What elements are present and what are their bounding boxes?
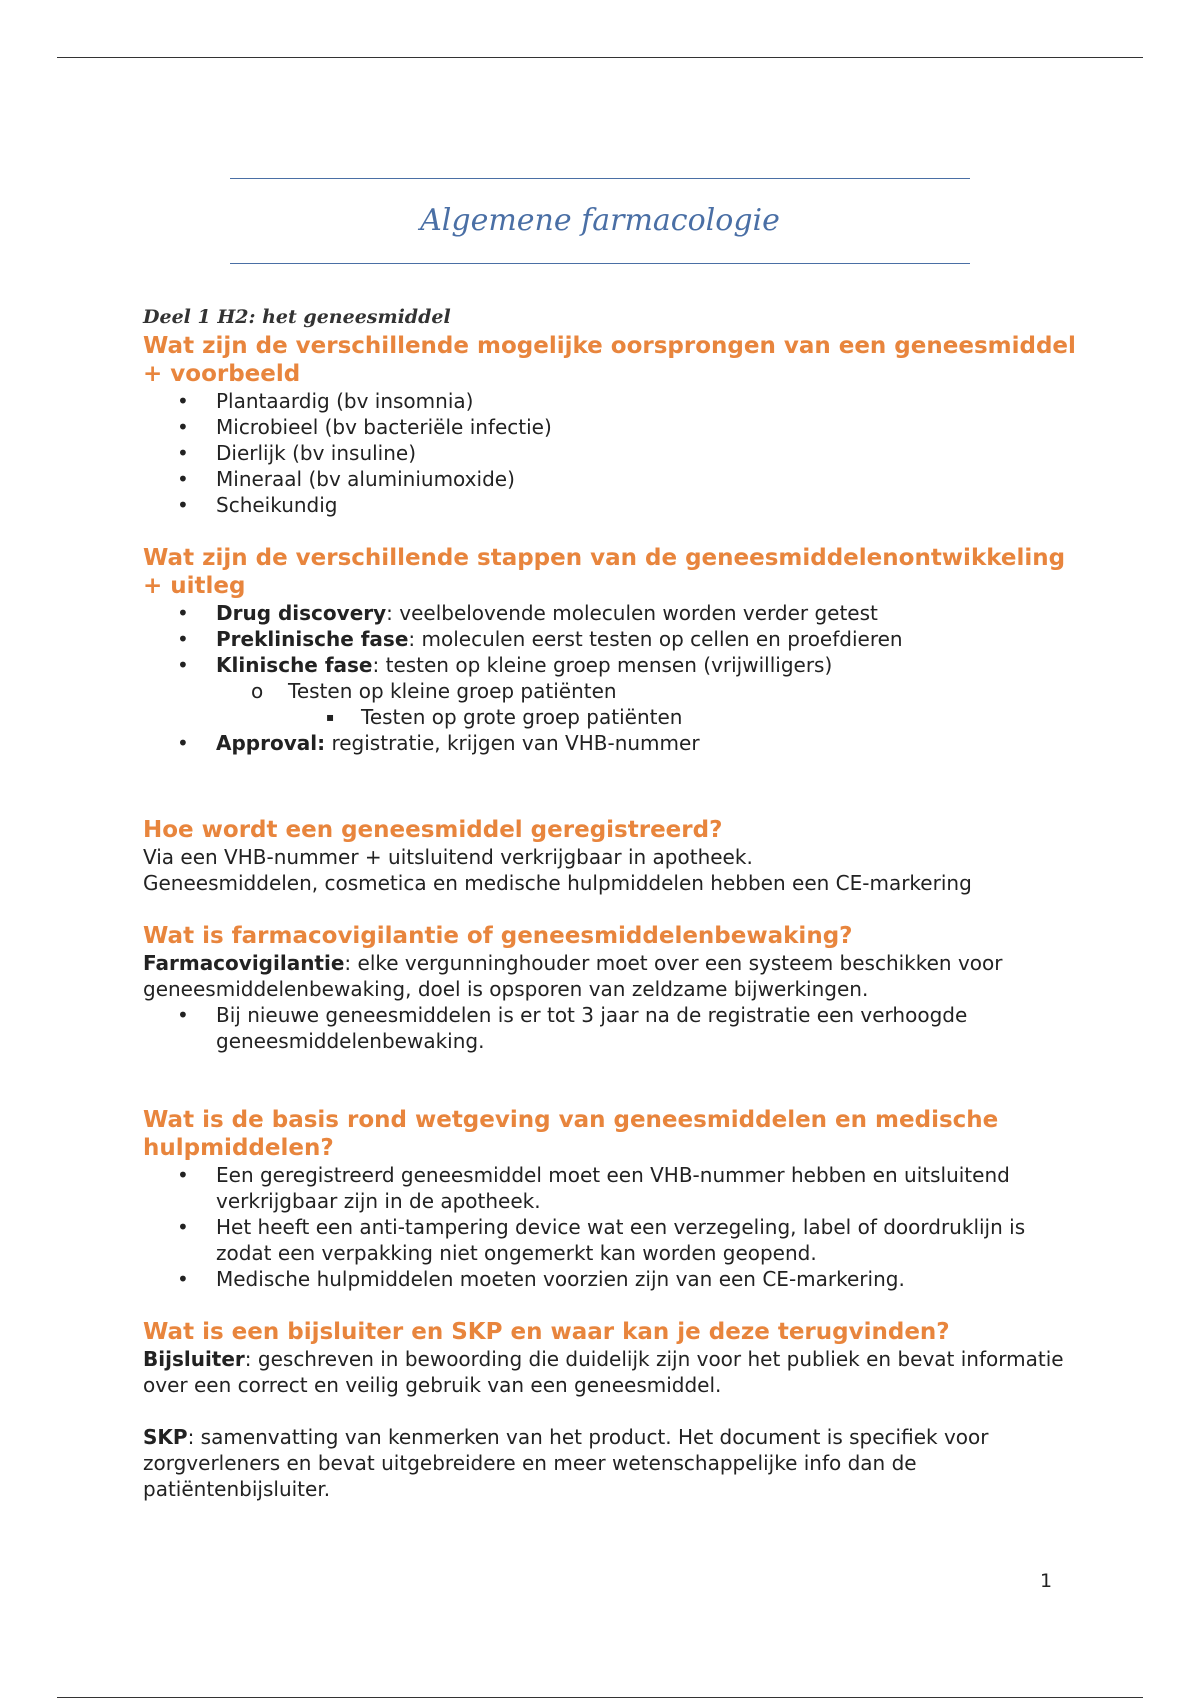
list-item: • Plantaardig (bv insomnia): [177, 389, 474, 413]
list-item: ▪ Testen op grote groep patiënten: [326, 705, 683, 729]
list-item: • Approval: registratie, krijgen van VHB-nummer: [177, 731, 700, 755]
chapter-subtitle: Deel 1 H2: het geneesmiddel: [143, 306, 451, 328]
bullet-list: [143, 388, 1083, 518]
page-bottom-rule: [57, 1697, 1143, 1698]
bullet-icon: •: [177, 1215, 189, 1239]
bullet-list: [143, 600, 1083, 756]
list-item: • Scheikundig: [177, 493, 338, 517]
list-item: • Dierlijk (bv insuline): [177, 441, 417, 465]
bullet-icon: o: [251, 679, 264, 703]
title-bottom-rule: [230, 263, 970, 264]
bullet-icon: •: [177, 493, 189, 517]
bullet-icon: •: [177, 389, 189, 413]
section-heading: Wat is farmacovigilantie of geneesmiddelenbewaking?: [143, 923, 853, 949]
paragraph: Via een VHB-nummer + uitsluitend verkrijgbaar in apotheek.: [143, 845, 753, 869]
paragraph: Geneesmiddelen, cosmetica en medische hulpmiddelen hebben een CE-markering: [143, 871, 972, 895]
section-heading: Wat is de basis rond wetgeving van geneesmiddelen en medische hulpmiddelen?: [143, 1107, 999, 1161]
bullet-icon: •: [177, 1003, 189, 1027]
list-item: • Microbieel (bv bacteriële infectie): [177, 415, 552, 439]
bullet-list: [143, 1002, 1083, 1054]
bullet-icon: •: [177, 1163, 189, 1187]
bullet-icon: •: [177, 627, 189, 651]
bullet-icon: •: [177, 415, 189, 439]
list-item: • Een geregistreerd geneesmiddel moet een VHB-nummer hebben en uitsluitend verkrijgbaar zijn in de apotheek.: [177, 1163, 1010, 1213]
section-heading: Wat is een bijsluiter en SKP en waar kan je deze terugvinden?: [143, 1319, 950, 1345]
page-number: 1: [1040, 1570, 1053, 1592]
bullet-list: [143, 1162, 1083, 1292]
bullet-icon: •: [177, 1267, 189, 1291]
paragraph: Bijsluiter: geschreven in bewoording die duidelijk zijn voor het publiek en bevat informatie over een correct en veilig gebruik van een geneesmiddel.: [143, 1347, 1064, 1397]
section-heading: Wat zijn de verschillende mogelijke oorsprongen van een geneesmiddel + voorbeeld: [143, 333, 1076, 387]
title-block: [230, 178, 970, 264]
list-item: • Preklinische fase: moleculen eerst testen op cellen en proefdieren: [177, 627, 903, 651]
paragraph: SKP: samenvatting van kenmerken van het product. Het document is specifiek voor zorgverleners en bevat uitgebreidere en meer wetenschappelijke info dan de patiëntenbijsluiter.: [143, 1425, 989, 1501]
bullet-icon: •: [177, 653, 189, 677]
list-item: • Bij nieuwe geneesmiddelen is er tot 3 jaar na de registratie een verhoogde geneesmiddelenbewaking.: [177, 1003, 968, 1053]
list-item: • Mineraal (bv aluminiumoxide): [177, 467, 515, 491]
list-item: • Drug discovery: veelbelovende moleculen worden verder getest: [177, 601, 878, 625]
bullet-icon: ▪: [326, 710, 335, 724]
document-title: Algemene farmacologie: [420, 203, 780, 238]
section-heading: Hoe wordt een geneesmiddel geregistreerd?: [143, 817, 723, 843]
bullet-icon: •: [177, 731, 189, 755]
bullet-icon: •: [177, 601, 189, 625]
document-body: [143, 302, 1083, 1502]
list-item: o Testen op kleine groep patiënten: [251, 679, 617, 703]
paragraph: Farmacovigilantie: elke vergunninghouder moet over een systeem beschikken voor geneesmiddelenbewaking, doel is opsporen van zeldzame bijwerkingen.: [143, 951, 1003, 1001]
list-item: • Het heeft een anti-tampering device wat een verzegeling, label of doordruklijn is zodat een verpakking niet ongemerkt kan worden geopend.: [177, 1215, 1026, 1265]
section-heading: Wat zijn de verschillende stappen van de geneesmiddelenontwikkeling + uitleg: [143, 545, 1066, 599]
bullet-icon: •: [177, 467, 189, 491]
bullet-icon: •: [177, 441, 189, 465]
list-item: • Medische hulpmiddelen moeten voorzien zijn van een CE-markering.: [177, 1267, 905, 1291]
page-top-rule: [57, 57, 1143, 58]
list-item: • Klinische fase: testen op kleine groep mensen (vrijwilligers): [177, 653, 833, 677]
